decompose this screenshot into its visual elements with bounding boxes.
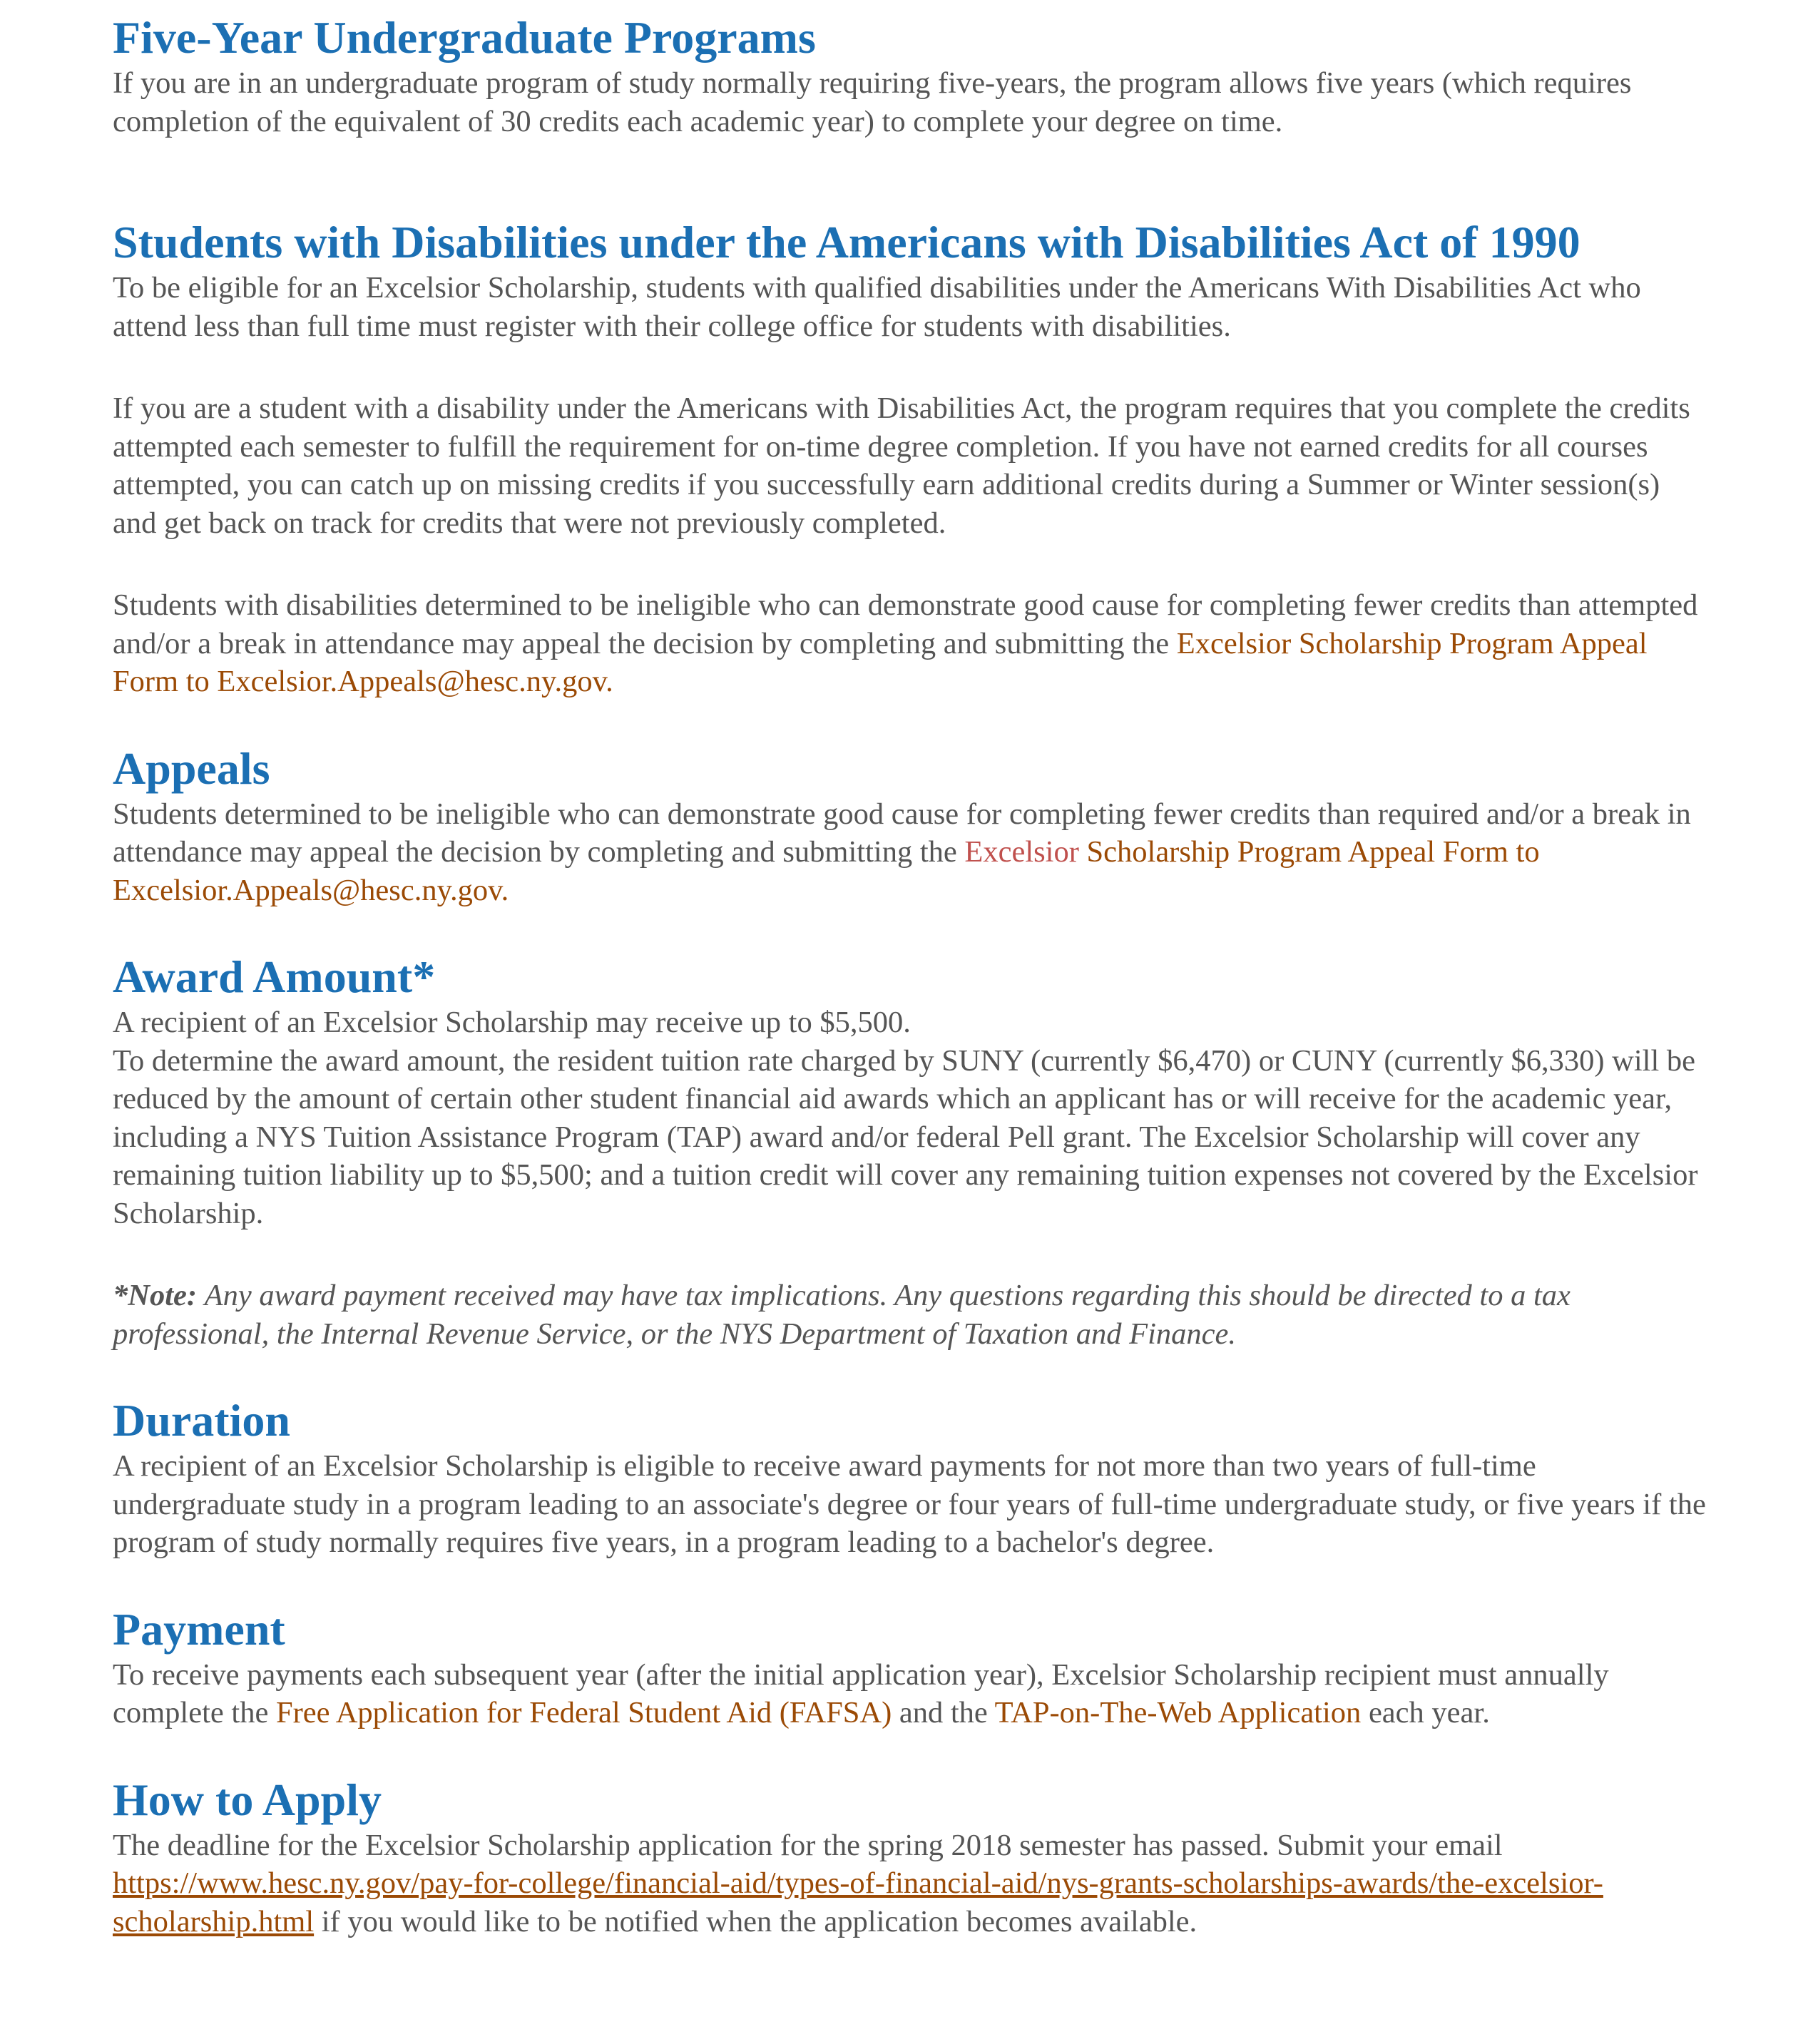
excelsior-scholarship-url-link[interactable]: https://www.hesc.ny.gov/pay-for-college/financial-aid/types-of-financial-aid/nys-grants-scholarships-awards/the-excelsior-scholarship.html	[113, 1866, 1603, 1938]
award-note	[113, 1277, 1711, 1353]
section-payment	[113, 1603, 1711, 1732]
section-duration	[113, 1394, 1711, 1562]
five-year-body: If you are in an undergraduate program of study normally requiring five-years, the program allows five years (which requires completion of the equivalent of 30 credits each academic year) to complete your degree on time.	[113, 66, 1632, 138]
five-year-heading: Five-Year Undergraduate Programs	[113, 12, 816, 63]
section-how-to-apply	[113, 1774, 1711, 1941]
section-appeals	[113, 742, 1711, 910]
disabilities-paragraph-2: If you are a student with a disability under the Americans with Disabilities Act, the program requires that you complete the credits attempted each semester to fulfill the requirement for on-time degree completion. If you have not earned credits for all courses attempted, you can catch up on missing credits if you successfully earn additional credits during a Summer or Winter session(s) and get back on track for credits that were not previously completed.	[113, 392, 1690, 540]
fafsa-link[interactable]: Free Application for Federal Student Aid (FAFSA)	[275, 1696, 892, 1729]
disabilities-paragraph-3	[113, 586, 1711, 701]
appeals-body	[113, 795, 1711, 910]
section-five-year	[113, 11, 1711, 140]
award-note-text: Any award payment received may have tax implications. Any questions regarding this should be directed to a tax professional, the Internal Revenue Service, or the NYS Department of Taxation and Finance.	[113, 1279, 1571, 1351]
payment-heading: Payment	[113, 1603, 285, 1655]
payment-text-2: and the	[899, 1696, 988, 1729]
payment-text-3: each year.	[1368, 1696, 1490, 1729]
appeals-link-excelsior[interactable]: Excelsior	[964, 835, 1079, 869]
appeals-appeal-form-link[interactable]: Scholarship Program Appeal Form to Excelsior.Appeals@hesc.ny.gov.	[113, 835, 1540, 907]
apply-body	[113, 1826, 1711, 1941]
appeals-text: Students determined to be ineligible who can demonstrate good cause for completing fewer credits than required and/or a break in attendance may appeal the decision by completing and submitting the	[113, 797, 1691, 869]
duration-body: A recipient of an Excelsior Scholarship is eligible to receive award payments for not more than two years of full-time undergraduate study in a program leading to an associate's degree or four years of full-time undergraduate study, or five years if the program of study normally requires five years, in a program leading to a bachelor's degree.	[113, 1449, 1706, 1559]
payment-text-1: To receive payments each subsequent year (after the initial application year), Excelsior Scholarship recipient must annually complete the	[113, 1657, 1609, 1729]
award-paragraph-2: To determine the award amount, the resident tuition rate charged by SUNY (currently $6,470) or CUNY (currently $6,330) will be reduced by the amount of certain other student financial aid awards which an applicant has or will receive for the academic year, including a NYS Tuition Assistance Program (TAP) award and/or federal Pell grant. The Excelsior Scholarship will cover any remaining tuition liability up to $5,500; and a tuition credit will cover any remaining tuition expenses not covered by the Excelsior Scholarship.	[113, 1043, 1698, 1230]
disabilities-paragraph-1: To be eligible for an Excelsior Scholarship, students with qualified disabilities under the Americans With Disabilities Act who attend less than full time must register with their college office for students with disabilities.	[113, 271, 1641, 343]
section-disabilities	[113, 216, 1711, 701]
appeals-heading: Appeals	[113, 742, 270, 794]
award-line-1: A recipient of an Excelsior Scholarship may receive up to $5,500.	[113, 1006, 911, 1039]
disabilities-appeal-form-link[interactable]: Excelsior Scholarship Program Appeal Form to Excelsior.Appeals@hesc.ny.gov.	[113, 626, 1648, 698]
duration-heading: Duration	[113, 1395, 290, 1446]
payment-body	[113, 1656, 1711, 1732]
award-note-label: *Note:	[113, 1279, 198, 1312]
award-heading: Award Amount*	[113, 951, 436, 1002]
disabilities-heading: Students with Disabilities under the Americans with Disabilities Act of 1990	[113, 217, 1580, 267]
disabilities-paragraph-3-text: Students with disabilities determined to be ineligible who can demonstrate good cause for completing fewer credits than attempted and/or a break in attendance may appeal the decision by completing and submitting the	[113, 588, 1698, 660]
tap-on-the-web-link[interactable]: TAP-on-The-Web Application	[994, 1696, 1362, 1729]
section-award-amount	[113, 951, 1711, 1353]
apply-heading: How to Apply	[113, 1774, 382, 1825]
apply-text-1: The deadline for the Excelsior Scholarship application for the spring 2018 semester has passed. Submit your email	[113, 1828, 1503, 1862]
apply-text-2: if you would like to be notified when the application becomes available.	[321, 1904, 1197, 1938]
